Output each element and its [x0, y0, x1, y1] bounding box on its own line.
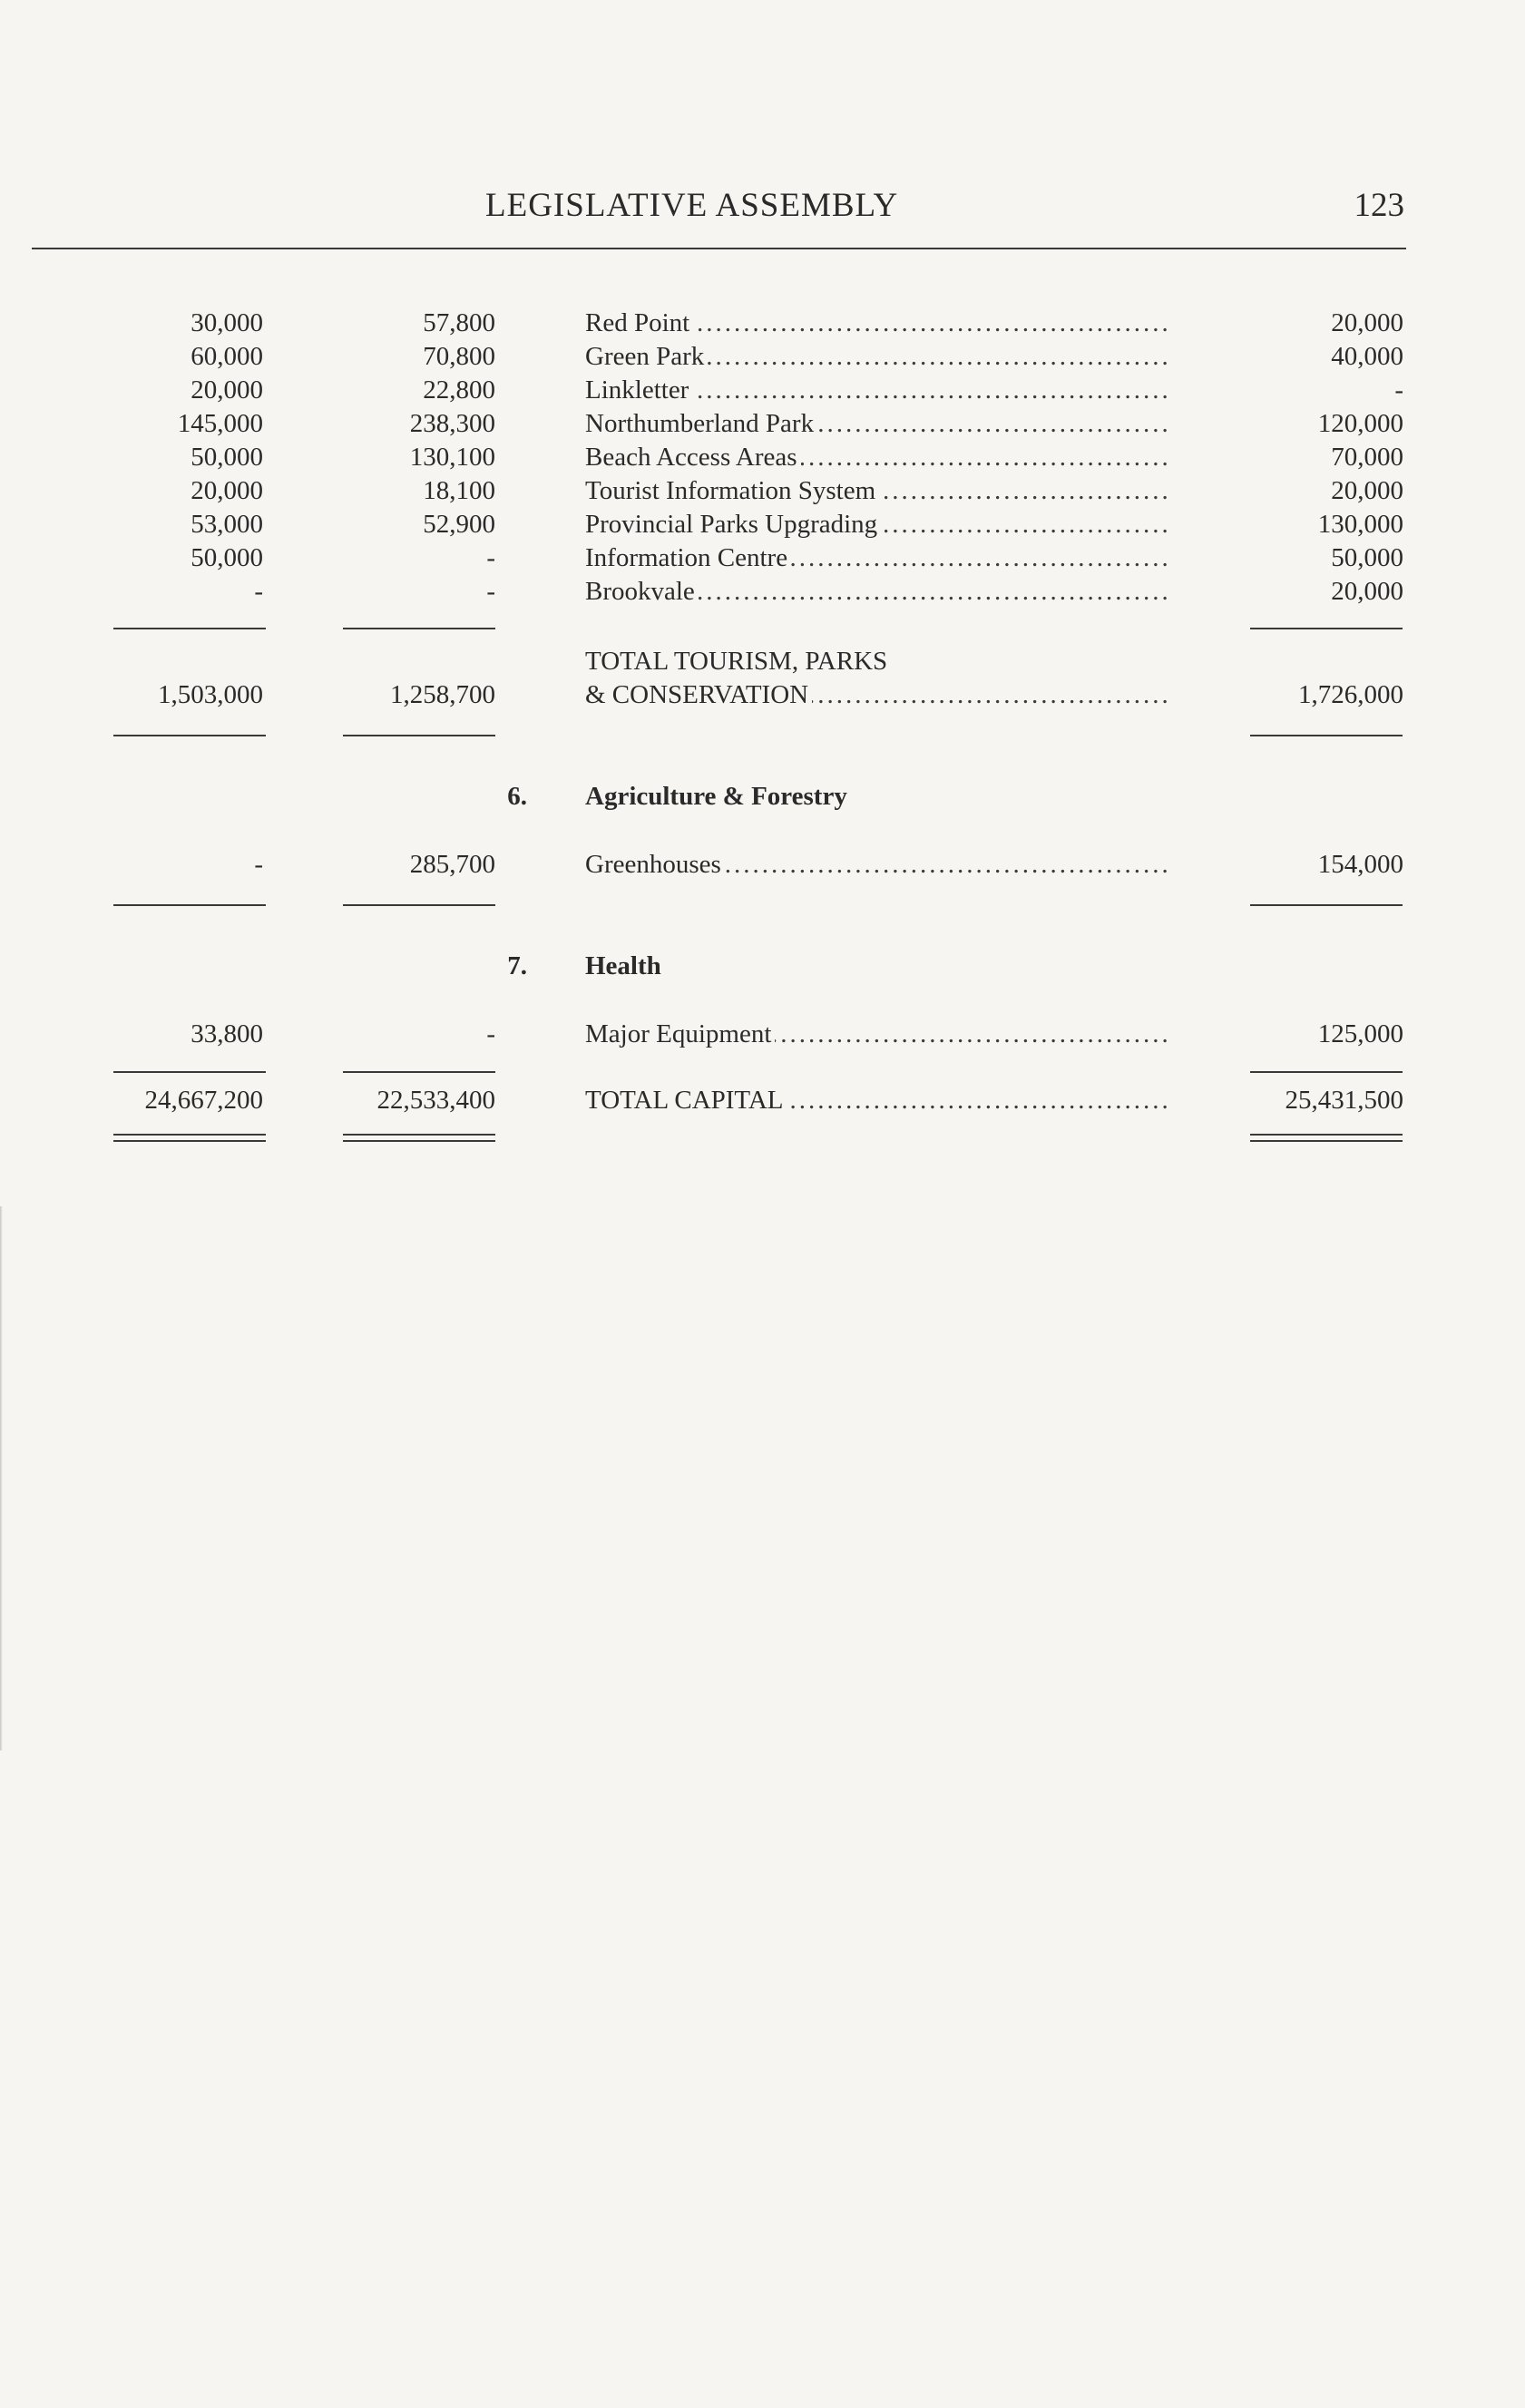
subtotal-rule: [113, 628, 266, 629]
item-label: Major Equipment .....: [585, 1019, 1170, 1049]
page-number: 123: [1354, 187, 1404, 224]
forecast-value: 57,800: [423, 308, 495, 337]
table-row: [0, 476, 1525, 511]
subtotal-rule: [113, 904, 266, 906]
forecast-value: 18,100: [423, 476, 495, 505]
estimate-value: 50,000: [1331, 543, 1403, 572]
item-label: Red Point .....: [585, 308, 1170, 338]
double-rule-top: [113, 1134, 266, 1136]
prior-year-grand-total: 24,667,200: [144, 1086, 263, 1115]
forecast-grand-total: 22,533,400: [376, 1086, 495, 1115]
prior-year-value: 20,000: [191, 476, 263, 505]
table-row: [0, 1019, 1525, 1054]
double-rule-top: [343, 1134, 495, 1136]
table-row: [0, 308, 1525, 343]
item-label: Tourist Information System .....: [585, 476, 1170, 506]
prior-year-value: 145,000: [177, 409, 263, 438]
total-tourism-label-line1: TOTAL TOURISM, PARKS: [585, 647, 888, 676]
forecast-value: 130,100: [409, 443, 495, 472]
estimate-value: 20,000: [1331, 308, 1403, 337]
subtotal-rule: [1250, 1071, 1403, 1073]
prior-year-value: 53,000: [191, 510, 263, 539]
total-capital-label: TOTAL CAPITAL .....: [585, 1086, 1170, 1116]
total-tourism-label-line2: & CONSERVATION .....: [585, 680, 1170, 710]
forecast-value: 22,800: [423, 375, 495, 405]
table-row: [0, 342, 1525, 376]
prior-year-value: 60,000: [191, 342, 263, 371]
item-label: Brookvale .....: [585, 577, 1170, 607]
double-rule-bottom: [343, 1140, 495, 1142]
prior-year-value: 50,000: [191, 443, 263, 472]
subtotal-rule: [113, 1071, 266, 1073]
total-rule: [343, 735, 495, 736]
estimate-value: 125,000: [1317, 1019, 1403, 1048]
section-title: Agriculture & Forestry: [585, 782, 847, 811]
estimate-value: 130,000: [1317, 510, 1403, 539]
forecast-value: -: [486, 543, 495, 572]
item-label: Beach Access Areas .....: [585, 443, 1170, 473]
estimate-value: 20,000: [1331, 577, 1403, 606]
forecast-value: 70,800: [423, 342, 495, 371]
item-label: Greenhouses .....: [585, 850, 1170, 880]
prior-year-value: 33,800: [191, 1019, 263, 1048]
estimate-total: 1,726,000: [1298, 680, 1403, 709]
prior-year-total: 1,503,000: [158, 680, 263, 709]
item-label: Green Park .....: [585, 342, 1170, 372]
forecast-value: -: [486, 577, 495, 606]
header-rule: [32, 248, 1406, 249]
double-rule-bottom: [113, 1140, 266, 1142]
section-number: 6.: [507, 782, 527, 811]
table-row: [0, 543, 1525, 578]
total-rule: [1250, 735, 1403, 736]
double-rule-top: [1250, 1134, 1403, 1136]
prior-year-value: 50,000: [191, 543, 263, 572]
table-row: [0, 577, 1525, 611]
table-row: [0, 443, 1525, 477]
grand-total-row: [0, 1086, 1525, 1120]
total-rule: [113, 735, 266, 736]
prior-year-value: 30,000: [191, 308, 263, 337]
table-row: [0, 409, 1525, 444]
subtotal-rule: [1250, 628, 1403, 629]
subtotal-rule: [1250, 904, 1403, 906]
forecast-total: 1,258,700: [390, 680, 495, 709]
forecast-value: -: [486, 1019, 495, 1048]
page-edge-shadow: [0, 1206, 3, 1750]
item-label: Provincial Parks Upgrading .....: [585, 510, 1170, 540]
estimate-value: 70,000: [1331, 443, 1403, 472]
subtotal-rule: [343, 904, 495, 906]
item-label: Northumberland Park .....: [585, 409, 1170, 439]
prior-year-value: 20,000: [191, 375, 263, 405]
prior-year-value: -: [254, 850, 263, 879]
subtotal-rule: [343, 628, 495, 629]
page-header: [0, 186, 1525, 240]
double-rule-bottom: [1250, 1140, 1403, 1142]
total-label-line: [0, 647, 1525, 681]
estimate-value: 154,000: [1317, 850, 1403, 879]
subtotal-rule: [343, 1071, 495, 1073]
table-row: [0, 510, 1525, 544]
prior-year-value: -: [254, 577, 263, 606]
section-title: Health: [585, 951, 661, 980]
estimate-value: 40,000: [1331, 342, 1403, 371]
forecast-value: 52,900: [423, 510, 495, 539]
forecast-value: 285,700: [409, 850, 495, 879]
estimate-value: 20,000: [1331, 476, 1403, 505]
table-row: [0, 850, 1525, 884]
section-number: 7.: [507, 951, 527, 980]
table-row: [0, 375, 1525, 410]
forecast-value: 238,300: [409, 409, 495, 438]
item-label: Information Centre .....: [585, 543, 1170, 573]
estimate-grand-total: 25,431,500: [1285, 1086, 1403, 1115]
estimate-value: 120,000: [1317, 409, 1403, 438]
estimate-value: -: [1394, 375, 1403, 405]
page-title: LEGISLATIVE ASSEMBLY: [485, 187, 899, 224]
item-label: Linkletter .....: [585, 375, 1170, 405]
total-row: [0, 680, 1525, 715]
